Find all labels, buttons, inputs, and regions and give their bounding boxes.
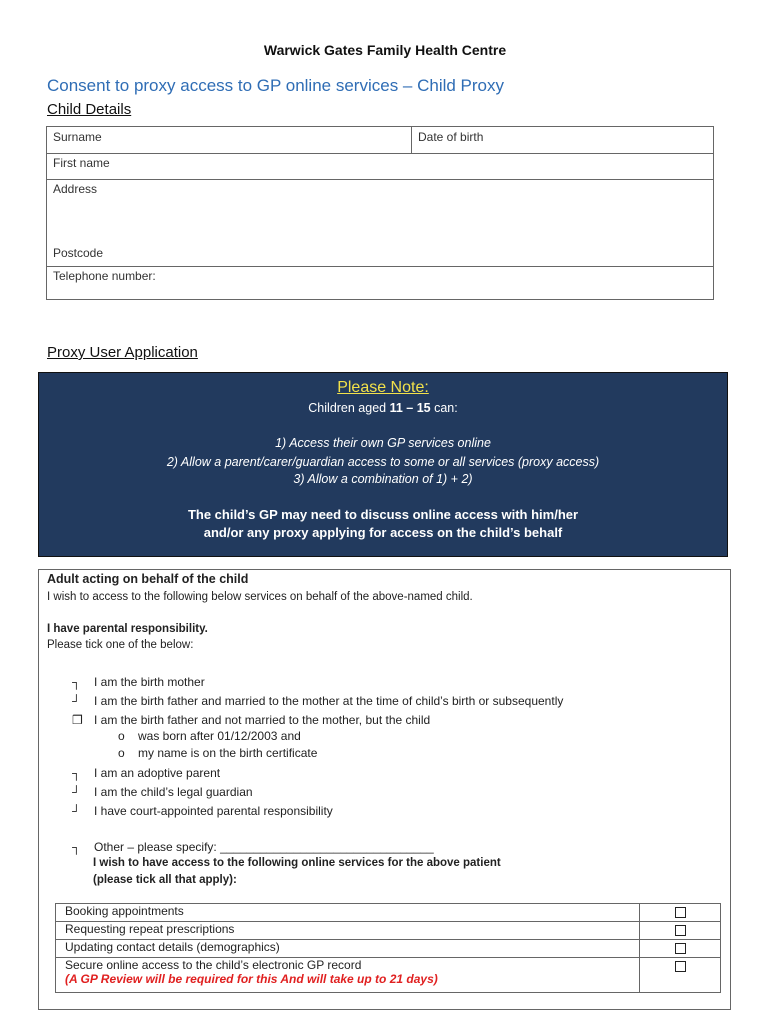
bullet-icon: o: [118, 729, 125, 743]
option-birth-father-not-married[interactable]: ❒ I am the birth father and not married to the mother, but the child: [72, 713, 431, 727]
note-item-3: 3) Allow a combination of 1) + 2): [293, 472, 473, 486]
services-table: [55, 903, 721, 993]
checkbox-icon[interactable]: [675, 943, 686, 954]
postcode-field[interactable]: Postcode: [53, 246, 104, 260]
checkbox-icon[interactable]: ┐: [72, 675, 81, 689]
gp-review-note: (A GP Review will be required for this And will take up to 21 days): [65, 972, 438, 986]
note-item-1: 1) Access their own GP services online: [275, 436, 491, 450]
service-gp-record: Secure online access to the child’s electronic GP record (A GP Review will be required for this And will take up to 21 days): [56, 958, 640, 993]
option-legal-guardian[interactable]: ┘ I am the child’s legal guardian: [72, 785, 253, 799]
note-item-2: 2) Allow a parent/carer/guardian access to some or all services (proxy access): [166, 455, 600, 469]
proxy-application-heading: Proxy User Application: [47, 344, 198, 361]
note-heading: Please Note:: [337, 379, 429, 396]
option-birth-mother[interactable]: ┐ I am the birth mother: [72, 675, 205, 689]
option-adoptive-parent[interactable]: ┐ I am an adoptive parent: [72, 766, 221, 780]
bullet-icon: o: [118, 746, 125, 760]
checkbox-icon[interactable]: [675, 907, 686, 918]
first-name-field[interactable]: First name: [53, 156, 110, 170]
adult-heading: Adult acting on behalf of the child: [47, 572, 249, 586]
service-checkbox[interactable]: [640, 904, 721, 922]
service-checkbox[interactable]: [640, 940, 721, 958]
child-details-heading: Child Details: [47, 101, 132, 118]
checkbox-icon[interactable]: ┘: [72, 804, 81, 818]
service-contact-details: Updating contact details (demographics): [56, 940, 640, 958]
service-checkbox[interactable]: [640, 922, 721, 940]
child-details-table: [46, 126, 714, 300]
form-title: Consent to proxy access to GP online services – Child Proxy: [47, 76, 505, 95]
address-field[interactable]: Address: [53, 182, 98, 196]
checkbox-icon[interactable]: [675, 925, 686, 936]
note-intro: Children aged 11 – 15 can:: [308, 401, 458, 415]
tick-instruction: Please tick one of the below:: [47, 639, 194, 651]
services-heading-line-1: I wish to have access to the following online services for the above patient: [93, 857, 501, 869]
table-row: [56, 958, 721, 993]
note-warning-line-2: and/or any proxy applying for access on the child’s behalf: [203, 525, 563, 540]
surname-field[interactable]: Surname: [53, 130, 102, 144]
services-heading-line-2: (please tick all that apply):: [93, 874, 237, 886]
note-warning-line-1: The child’s GP may need to discuss online access with him/her: [187, 507, 579, 522]
checkbox-icon[interactable]: ┐: [72, 840, 81, 854]
table-row: [56, 940, 721, 958]
checkbox-icon[interactable]: ┐: [72, 766, 81, 780]
sub-option-birth-certificate: o my name is on the birth certificate: [118, 746, 318, 760]
organisation-name: Warwick Gates Family Health Centre: [263, 42, 507, 58]
date-of-birth-field[interactable]: Date of birth: [418, 130, 484, 144]
checkbox-icon[interactable]: ❒: [72, 713, 83, 727]
please-note-box: [38, 372, 728, 557]
option-birth-father-married[interactable]: ┘ I am the birth father and married to the mother at the time of child’s birth or subsequently: [72, 694, 564, 708]
option-court-appointed[interactable]: ┘ I have court-appointed parental responsibility: [72, 804, 333, 818]
parental-responsibility-heading: I have parental responsibility.: [47, 623, 208, 635]
telephone-field[interactable]: Telephone number:: [53, 269, 156, 283]
checkbox-icon[interactable]: ┘: [72, 694, 81, 708]
service-booking-appointments: Booking appointments: [56, 904, 640, 922]
option-other[interactable]: ┐ Other – please specify: ________________________________: [72, 840, 434, 854]
adult-intro: I wish to access to the following below services on behalf of the above-named child.: [47, 591, 473, 603]
checkbox-icon[interactable]: ┘: [72, 785, 81, 799]
service-checkbox[interactable]: [640, 958, 721, 993]
table-row: [56, 922, 721, 940]
sub-option-born-after: o was born after 01/12/2003 and: [118, 729, 301, 743]
checkbox-icon[interactable]: [675, 961, 686, 972]
table-row: [56, 904, 721, 922]
service-repeat-prescriptions: Requesting repeat prescriptions: [56, 922, 640, 940]
